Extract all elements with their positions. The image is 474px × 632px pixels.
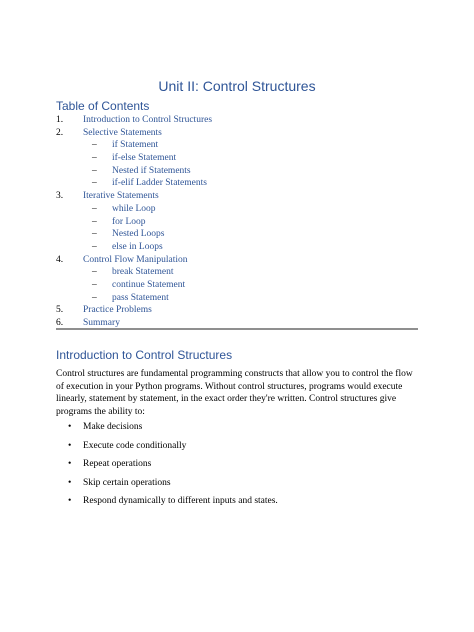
toc-item[interactable] (56, 254, 416, 267)
bullet-icon: • (68, 459, 72, 470)
list-item (56, 458, 418, 477)
toc-item[interactable] (56, 228, 416, 241)
toc-number: 5. (56, 305, 64, 316)
toc-link[interactable]: Control Flow Manipulation (83, 254, 188, 265)
toc-dash: – (92, 203, 97, 214)
toc-number: 2. (56, 127, 64, 138)
intro-paragraph: Control structures are fundamental programming constructs that allow you to control the flow of execution in your Python programs. Without control structures, programs would execute linearly, statement by statement, in the exact order they're written. Control structures give programs the ability to: (56, 369, 413, 417)
toc-item[interactable] (56, 292, 416, 305)
toc-number: 4. (56, 254, 64, 265)
toc-link[interactable]: while Loop (112, 203, 156, 214)
toc-item[interactable] (56, 139, 416, 152)
toc-link[interactable]: Selective Statements (83, 127, 162, 138)
toc-number: 6. (56, 318, 64, 328)
list-item-text: Respond dynamically to different inputs and states. (83, 496, 278, 507)
toc-link[interactable]: Practice Problems (83, 305, 152, 316)
list-item-text: Skip certain operations (83, 477, 171, 488)
bullet-icon: • (68, 496, 72, 507)
toc-dash: – (92, 267, 97, 278)
toc-item[interactable] (56, 203, 416, 216)
bullet-icon: • (68, 440, 72, 451)
toc-link[interactable]: continue Statement (112, 279, 186, 290)
toc-link[interactable]: Summary (83, 318, 120, 328)
toc-dash: – (92, 229, 97, 240)
toc-dash: – (92, 216, 97, 227)
toc-link[interactable]: if-else Statement (112, 153, 177, 164)
toc-number: 3. (56, 191, 64, 202)
toc-dash: – (92, 178, 97, 189)
list-item-text: Make decisions (83, 422, 143, 432)
toc-link[interactable]: pass Statement (112, 292, 169, 303)
section-heading: Introduction to Control Structures (56, 348, 233, 362)
toc-dash: – (92, 140, 97, 151)
toc-item[interactable] (56, 279, 416, 292)
toc-item[interactable] (56, 127, 416, 140)
list-item (56, 495, 418, 514)
toc-item[interactable] (56, 266, 416, 279)
toc-link[interactable]: for Loop (112, 216, 146, 227)
toc-item[interactable] (56, 165, 416, 178)
toc-link[interactable]: else in Loops (112, 241, 163, 252)
toc-dash: – (92, 279, 97, 290)
list-item-text: Execute code conditionally (83, 440, 187, 451)
toc-link[interactable]: break Statement (112, 267, 174, 278)
page-title: Unit II: Control Structures (158, 78, 316, 94)
bullet-icon: • (68, 422, 72, 432)
toc-link[interactable]: if Statement (112, 140, 159, 151)
toc-item[interactable] (56, 177, 416, 190)
toc-link[interactable]: Nested if Statements (112, 165, 191, 176)
list-item (56, 421, 418, 440)
toc-link[interactable]: Nested Loops (112, 229, 165, 240)
list-item-text: Repeat operations (83, 459, 152, 470)
toc-dash: – (92, 165, 97, 176)
toc-link[interactable]: Introduction to Control Structures (83, 115, 213, 125)
toc-heading: Table of Contents (56, 99, 150, 113)
section-divider (56, 328, 418, 330)
bullet-icon: • (68, 477, 72, 488)
toc-dash: – (92, 292, 97, 303)
toc-item[interactable] (56, 190, 416, 203)
toc-dash: – (92, 153, 97, 164)
list-item (56, 440, 418, 459)
toc-item[interactable] (56, 304, 416, 317)
toc-item[interactable] (56, 216, 416, 229)
toc-item[interactable] (56, 152, 416, 165)
bullet-list (56, 421, 418, 514)
table-of-contents (56, 114, 416, 330)
toc-link[interactable]: Iterative Statements (83, 191, 159, 202)
toc-item[interactable] (56, 241, 416, 254)
list-item (56, 477, 418, 496)
toc-item[interactable] (56, 114, 416, 127)
toc-link[interactable]: if-elif Ladder Statements (112, 178, 207, 189)
toc-number: 1. (56, 115, 64, 125)
toc-dash: – (92, 241, 97, 252)
